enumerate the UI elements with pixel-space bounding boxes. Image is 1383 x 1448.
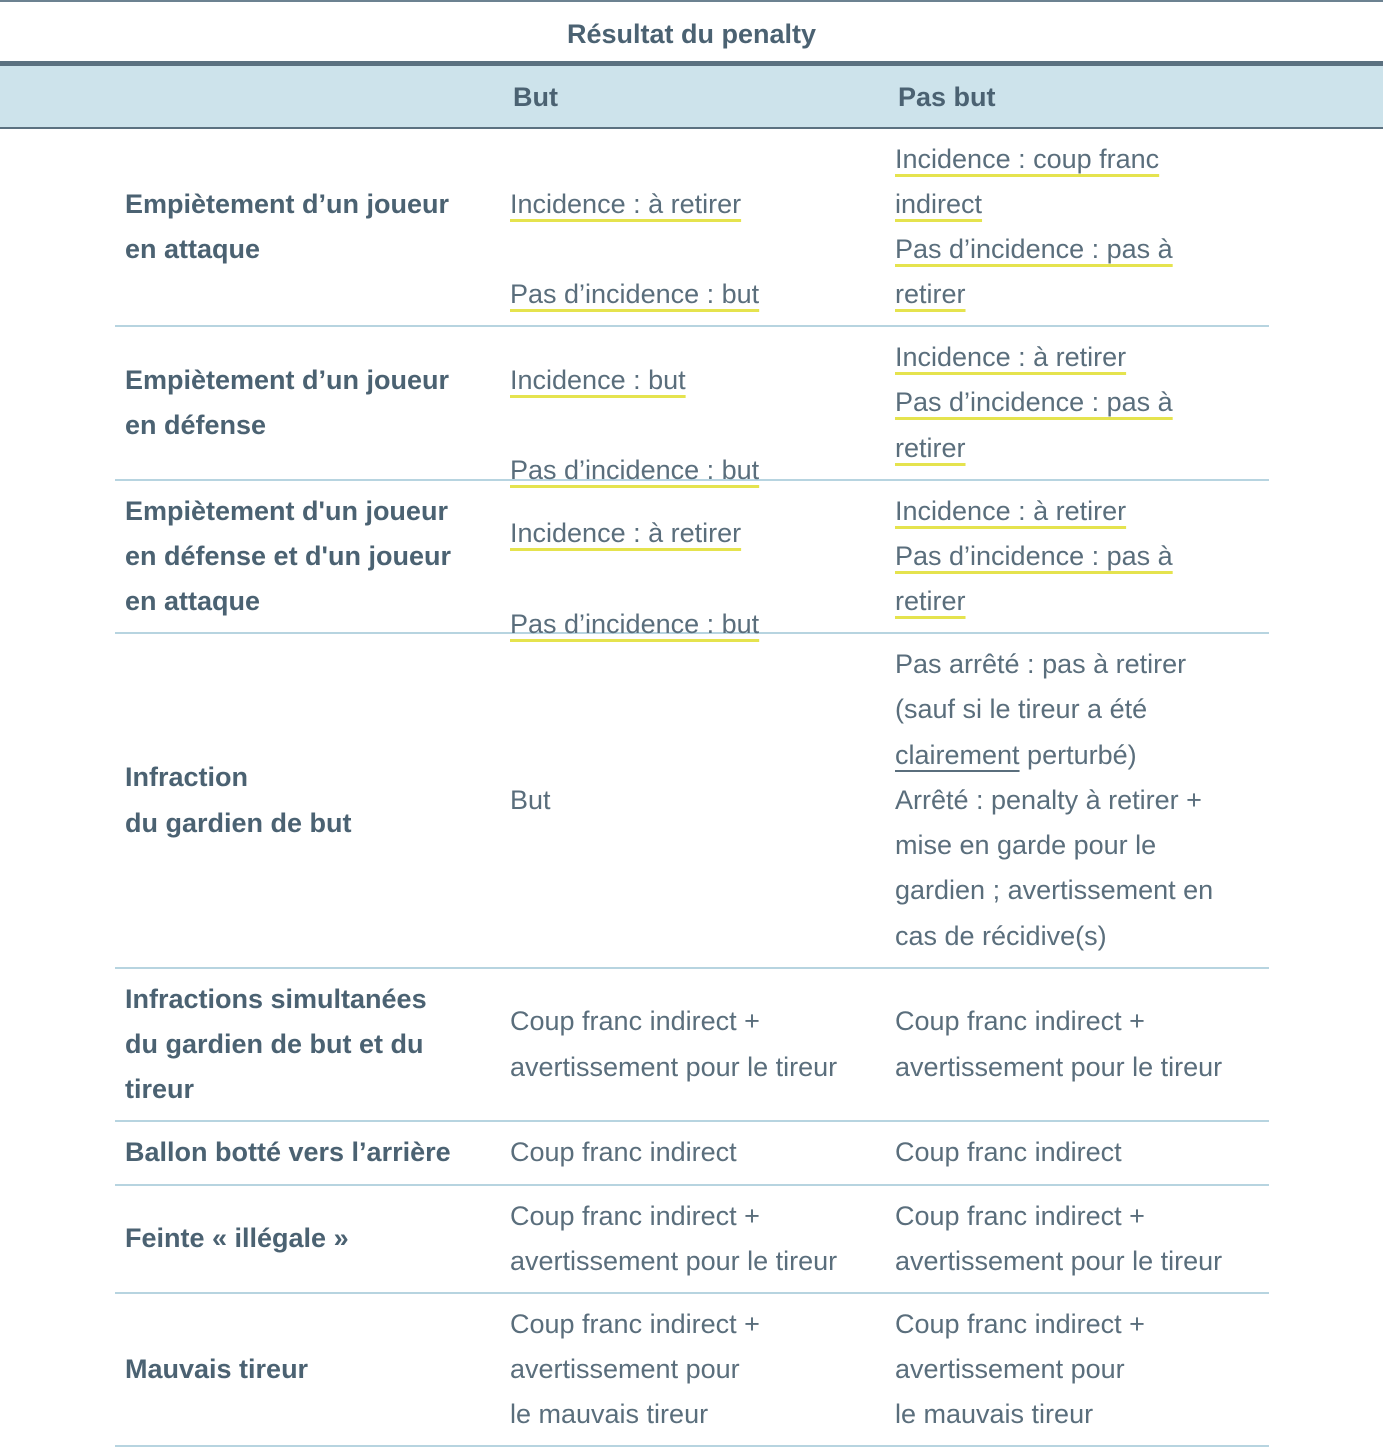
cell-but: Coup franc indirect bbox=[510, 1137, 737, 1168]
cell-pas-but: Coup franc indirect + avertissement pour le mauvais tireur bbox=[895, 1308, 1145, 1430]
highlighted-text: Pas d’incidence : but bbox=[510, 455, 760, 486]
table-title: Résultat du penalty bbox=[566, 19, 817, 49]
cell-pas-but: Coup franc indirect bbox=[895, 1137, 1122, 1168]
row-label: Empiètement d'un joueur en défense et d'un joueur en attaque bbox=[125, 495, 451, 617]
column-header-but: But bbox=[513, 82, 558, 112]
cell-pas-but bbox=[895, 327, 1195, 479]
highlighted-text: Incidence : à retirer bbox=[510, 188, 742, 219]
highlighted-text: Pas d’incidence : but bbox=[510, 279, 760, 310]
highlighted-text: Pas d’incidence : pas à retirer bbox=[895, 387, 1173, 463]
cell-pas-but: Coup franc indirect + avertissement pour le tireur bbox=[895, 1200, 1223, 1276]
table-row-feinte-illegale bbox=[115, 1186, 1269, 1294]
highlighted-text: Incidence : but bbox=[510, 364, 686, 395]
highlighted-text: Pas d’incidence : but bbox=[510, 608, 760, 639]
cell-but bbox=[510, 327, 885, 486]
table-row-infractions-simultanees bbox=[115, 969, 1269, 1122]
row-label: Feinte « illégale » bbox=[125, 1223, 349, 1254]
highlighted-text: Pas d’incidence : pas à retirer bbox=[895, 540, 1173, 617]
cell-but: Coup franc indirect + avertissement pour le mauvais tireur bbox=[510, 1308, 760, 1430]
table-row-infraction-gardien bbox=[115, 634, 1269, 969]
cell-pas-but bbox=[895, 481, 1195, 632]
column-header-pas-but: Pas but bbox=[898, 82, 996, 112]
cell-but: Coup franc indirect + avertissement pour le tireur bbox=[510, 1006, 838, 1082]
row-label: Mauvais tireur bbox=[125, 1353, 309, 1384]
row-label: Ballon botté vers l’arrière bbox=[125, 1137, 451, 1168]
table-row-empietement-attaque bbox=[115, 129, 1269, 327]
cell-but bbox=[510, 129, 885, 325]
highlighted-text: Incidence : à retirer bbox=[895, 495, 1127, 526]
cell-pas-but: Coup franc indirect + avertissement pour le tireur bbox=[895, 1006, 1223, 1082]
column-header-band bbox=[0, 66, 1383, 127]
highlighted-text: Pas d’incidence : pas à retirer bbox=[895, 234, 1173, 310]
highlighted-text: Incidence : à retirer bbox=[895, 342, 1127, 373]
highlighted-text: Incidence : à retirer bbox=[510, 518, 742, 549]
row-label: Empiètement d’un joueur en défense bbox=[125, 364, 450, 440]
highlighted-text: Incidence : coup franc indirect bbox=[895, 143, 1160, 219]
row-label: Infraction du gardien de but bbox=[125, 762, 352, 838]
underlined-text: clairement bbox=[895, 739, 1020, 770]
table-row-mauvais-tireur bbox=[115, 1294, 1269, 1447]
cell-pas-but: Pas arrêté : pas à retirer (sauf si le tireur a été clairement perturbé) Arrêté : penalty à retirer + mise en garde pour le gardien ; avertissement en cas de récidive(s) bbox=[895, 649, 1214, 951]
row-label: Empiètement d’un joueur en attaque bbox=[125, 188, 450, 264]
table-row-empietement-defense bbox=[115, 327, 1269, 486]
cell-pas-but bbox=[895, 129, 1195, 325]
cell-but bbox=[510, 481, 885, 639]
table-row-empietement-defense-attaque bbox=[115, 481, 1269, 639]
table-row-ballon-arriere bbox=[115, 1122, 1269, 1186]
cell-but: Coup franc indirect + avertissement pour le tireur bbox=[510, 1200, 838, 1276]
row-label: Infractions simultanées du gardien de but et du tireur bbox=[125, 983, 427, 1105]
top-rule bbox=[0, 0, 1383, 2]
cell-but: But bbox=[510, 784, 551, 815]
